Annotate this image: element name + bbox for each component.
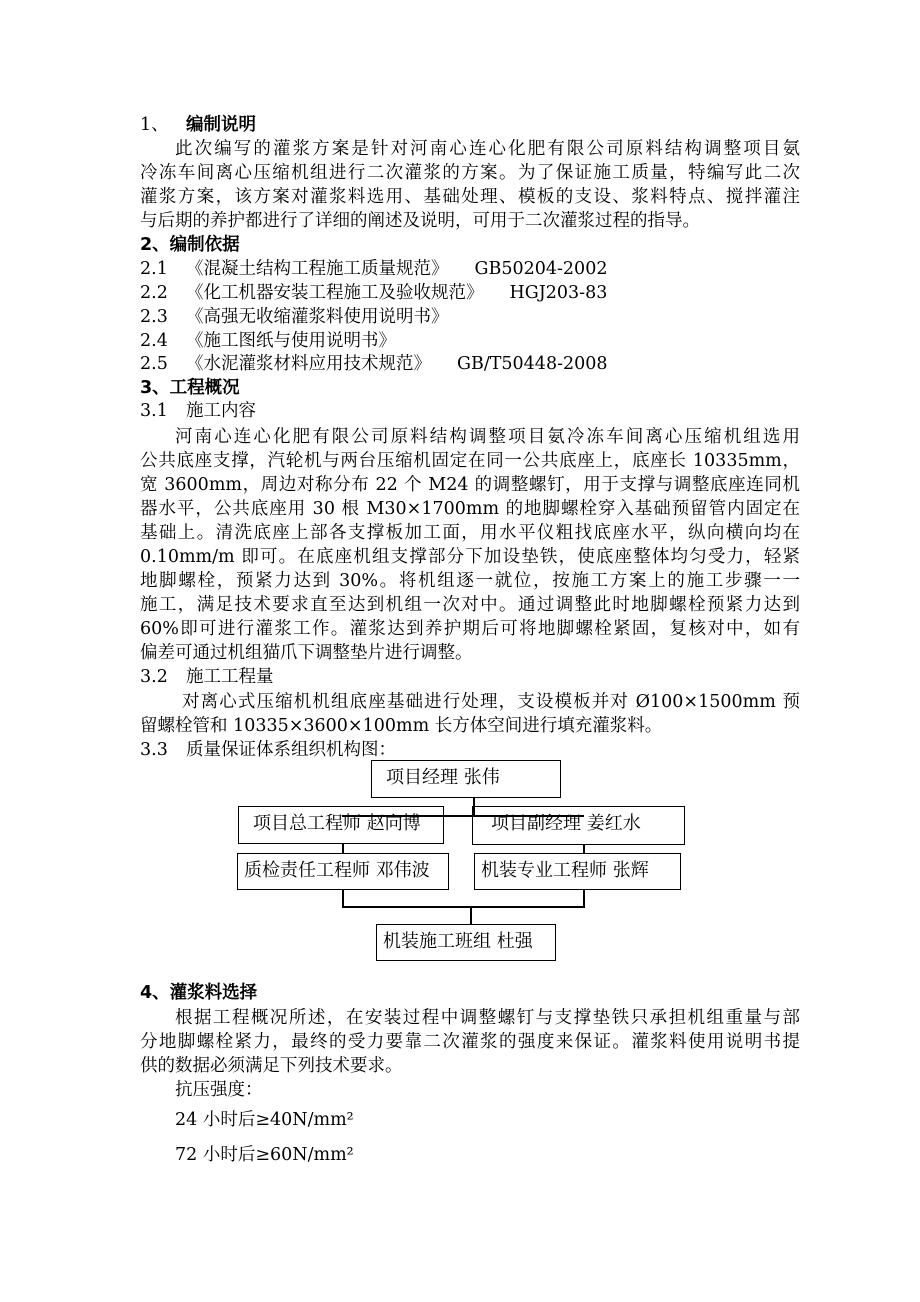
- paragraph-line: 供的数据必须满足下列技术要求。: [140, 1056, 403, 1076]
- ref-num: 2.2: [140, 283, 168, 303]
- paragraph-line: 此次编写的灌浆方案是针对河南心连心化肥有限公司原料结构调整项目氨: [175, 139, 800, 159]
- paragraph-line: 器水平，公共底座用 30 根 M30×1700mm 的地脚螺栓穿入基础预留管内固定在: [140, 499, 800, 519]
- reference-item: [140, 329, 800, 353]
- section-2-heading: 2、编制依据: [140, 235, 240, 255]
- section-4-heading: 4、灌浆料选择: [140, 983, 258, 1003]
- paragraph-line: 冷冻车间离心压缩机组进行二次灌浆的方案。为了保证施工质量，特编写此二次: [140, 163, 800, 183]
- paragraph-line: 灌浆方案，该方案对灌浆料选用、基础处理、模板的支设、浆料特点、搅拌灌注: [140, 187, 800, 207]
- paragraph-line: 公共底座支撑，汽轮机与两台压缩机固定在同一公共底座上，底座长 10335mm，: [140, 451, 800, 471]
- ref-code: GB50204-2002: [474, 259, 608, 279]
- subsection-title: 施工内容: [186, 401, 256, 421]
- org-connector: [583, 845, 585, 853]
- section-3-heading: 3、工程概况: [140, 378, 240, 398]
- ref-name: 《混凝土结构工程施工质量规范》: [186, 259, 449, 279]
- org-box-qc-engineer: 质检责任工程师 邓伟波: [237, 853, 449, 890]
- ref-num: 2.4: [140, 331, 168, 351]
- strength-label: 抗压强度：: [175, 1080, 263, 1100]
- paragraph-line: 60%即可进行灌浆工作。灌浆达到养护期后可将地脚螺栓紧固，复核对中，如有: [140, 619, 800, 639]
- ref-num: 2.1: [140, 259, 168, 279]
- section-number: 1、: [140, 115, 169, 135]
- section-title: 编制说明: [186, 115, 256, 135]
- org-connector: [342, 890, 344, 907]
- reference-item: [140, 281, 800, 305]
- paragraph-line: 基础上。清洗底座上部各支撑板加工面，用水平仪粗找底座水平，纵向横向均在: [140, 523, 800, 543]
- paragraph-line: 河南心连心化肥有限公司原料结构调整项目氨冷冻车间离心压缩机组选用: [175, 427, 800, 447]
- paragraph-line: 对离心式压缩机机组底座基础进行处理，支设模板并对 Ø100×1500mm 预: [182, 692, 800, 712]
- paragraph-line: 施工，满足技术要求直至达到机组一次对中。通过调整此时地脚螺栓预紧力达到: [140, 595, 800, 615]
- paragraph-line: 分地脚螺栓紧力，最终的受力要靠二次灌浆的强度来保证。灌浆料使用说明书提: [140, 1032, 800, 1052]
- org-box-project-manager: 项目经理 张伟: [371, 760, 561, 798]
- ref-name: 《水泥灌浆材料应用技术规范》: [186, 354, 431, 374]
- subsection-number: 3.3: [140, 740, 168, 760]
- ref-name: 《施工图纸与使用说明书》: [186, 331, 396, 351]
- ref-code: GB/T50448-2008: [457, 354, 608, 374]
- ref-num: 2.5: [140, 354, 168, 374]
- subsection-number: 3.2: [140, 667, 168, 687]
- ref-code: HGJ203-83: [509, 283, 608, 303]
- subsection-number: 3.1: [140, 401, 168, 421]
- strength-requirement-24h: 24 小时后≥40N/mm²: [175, 1110, 354, 1130]
- reference-item: [140, 305, 800, 329]
- ref-name: 《高强无收缩灌浆料使用说明书》: [186, 307, 449, 327]
- subsection-3-1-heading: [140, 399, 800, 423]
- org-box-install-crew: 机装施工班组 杜强: [376, 924, 556, 961]
- paragraph-line: 留螺栓管和 10335×3600×100mm 长方体空间进行填充灌浆料。: [140, 716, 663, 736]
- paragraph-line: 根据工程概况所述，在安装过程中调整螺钉与支撑垫铁只承担机组重量与部: [175, 1008, 800, 1028]
- subsection-title: 施工工程量: [186, 667, 274, 687]
- reference-item: [140, 257, 800, 281]
- paragraph-line: 宽 3600mm，周边对称分布 22 个 M24 的调整螺钉，用于支撑与调整底座连同机: [140, 475, 800, 495]
- ref-num: 2.3: [140, 307, 168, 327]
- org-box-deputy-manager: 项目副经理 姜红水: [472, 806, 685, 845]
- paragraph-line: 地脚螺栓，预紧力达到 30%。将机组逐一就位，按施工方案上的施工步骤一一: [140, 571, 800, 591]
- section-1-heading: [140, 113, 800, 137]
- subsection-3-3-heading: [140, 738, 800, 762]
- org-connector: [342, 906, 585, 908]
- ref-name: 《化工机器安装工程施工及验收规范》: [186, 283, 484, 303]
- org-connector: [583, 890, 585, 907]
- org-box-install-engineer: 机装专业工程师 张辉: [474, 853, 681, 890]
- subsection-title: 质量保证体系组织机构图：: [186, 740, 396, 760]
- paragraph-line: 偏差可通过机组猫爪下调整垫片进行调整。: [140, 643, 473, 663]
- subsection-3-2-heading: [140, 665, 800, 689]
- paragraph-line: 0.10mm/m 即可。在底座机组支撑部分下加设垫铁，使底座整体均匀受力，轻紧: [140, 547, 800, 567]
- org-connector: [470, 906, 472, 924]
- org-box-chief-engineer: 项目总工程师 赵向博: [238, 806, 444, 844]
- strength-requirement-72h: 72 小时后≥60N/mm²: [175, 1145, 354, 1165]
- paragraph-line: 与后期的养护都进行了详细的阐述及说明，可用于二次灌浆过程的指导。: [140, 211, 700, 231]
- org-connector: [342, 844, 344, 853]
- reference-item: [140, 352, 800, 376]
